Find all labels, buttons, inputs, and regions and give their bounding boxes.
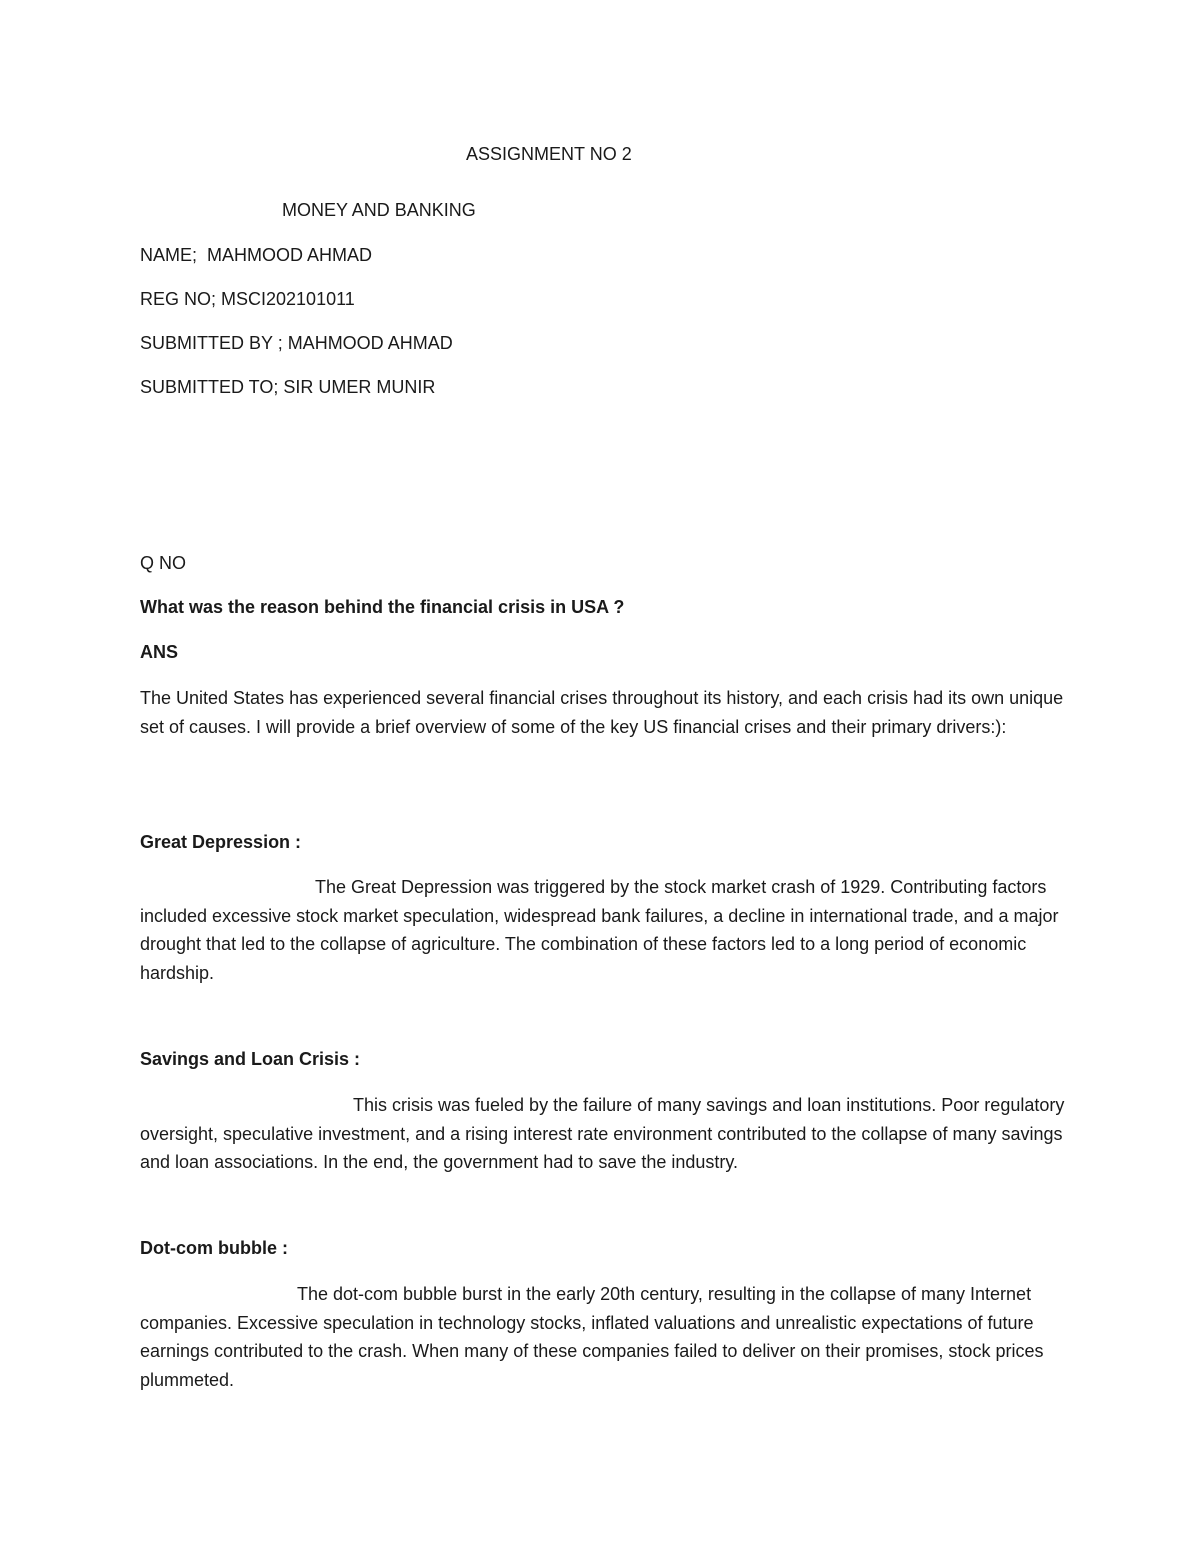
section-body-dot-com: The dot-com bubble burst in the early 20th century, resulting in the collapse of many Internet companies. Excessive speculation in technology stocks, inflated valuations and unrealistic expectations of future earnings contributed to the crash. When many of these companies failed to deliver on their promises, stock prices plummeted. (140, 1284, 1044, 1390)
student-name: NAME; MAHMOOD AHMAD (140, 245, 373, 265)
section-heading-savings-loan: Savings and Loan Crisis : (140, 1049, 361, 1069)
submitted-to: SUBMITTED TO; SIR UMER MUNIR (140, 377, 436, 397)
answer-label: ANS (140, 642, 179, 662)
registration-number: REG NO; MSCI202101011 (140, 289, 355, 309)
section-heading-great-depression: Great Depression : (140, 832, 302, 852)
answer-intro-paragraph: The United States has experienced several financial crises throughout its history, and each crisis had its own unique set of causes. I will provide a brief overview of some of the key US financial crises and their primary drivers:): (140, 688, 1064, 737)
assignment-title: ASSIGNMENT NO 2 (466, 144, 632, 164)
section-body-savings-loan: This crisis was fueled by the failure of many savings and loan institutions. Poor regulatory oversight, speculative investment, and a rising interest rate environment contributed to the collapse of many savings and loan associations. In the end, the government had to save the industry. (140, 1095, 1065, 1172)
section-body-great-depression: The Great Depression was triggered by the stock market crash of 1929. Contributing factors included excessive stock market speculation, widespread bank failures, a decline in international trade, and a major drought that led to the collapse of agriculture. The combination of these factors led to a long period of economic hardship. (140, 877, 1059, 983)
subject-title: MONEY AND BANKING (282, 200, 476, 220)
question-label: Q NO (140, 553, 187, 573)
submitted-by: SUBMITTED BY ; MAHMOOD AHMAD (140, 333, 453, 353)
question-text: What was the reason behind the financial crisis in USA ? (140, 597, 625, 617)
section-heading-dot-com: Dot-com bubble : (140, 1238, 288, 1258)
